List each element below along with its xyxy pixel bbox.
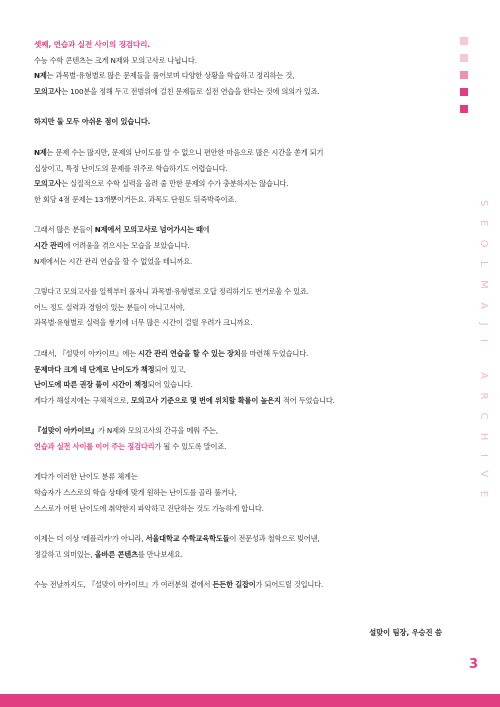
p8-line-3: 스스로가 어떤 난이도에 취약한지 파악하고 진단하는 것도 가능하게 합니다. — [34, 503, 264, 513]
p6-line-3: 난이도에 따른 권장 풀이 시간이 책정되어 있습니다. — [34, 380, 193, 390]
body-text — [34, 37, 434, 593]
p5-line-3: 과목별·유형별로 실력을 쌓기에 너무 많은 시간이 걸릴 우려가 크니까요. — [34, 318, 253, 328]
p6-line-1: 그래서, 『설맞이 아카이브』에는 시간 관리 연습을 할 수 있는 장치를 마련해 두었습니다. — [34, 348, 309, 358]
decor-square-3 — [460, 71, 468, 79]
bold-phrase: 서울대학교 수학교육학도들 — [145, 534, 230, 544]
page-number: 3 — [468, 657, 478, 672]
bold-title: 『설맞이 아카이브』 — [34, 426, 98, 436]
highlight-phrase: 연습과 실전 사이를 이어 주는 징검다리 — [34, 441, 155, 451]
p4-line-1: 그래서 많은 분들이 N제에서 모의고사로 넘어가시는 때에 — [34, 225, 210, 235]
decor-square-5 — [460, 105, 468, 113]
p7-line-2: 연습과 실전 사이를 이어 주는 징검다리가 될 수 있도록 말이죠. — [34, 441, 227, 451]
bold-term: 모의고사 — [34, 86, 62, 96]
bold-phrase: 올바른 콘텐츠 — [94, 549, 138, 559]
p6-line-2: 문제마다 크게 네 단계로 난이도가 책정되어 있고, — [34, 364, 186, 374]
bold-phrase: 문제마다 크게 네 단계로 난이도가 책정 — [34, 364, 155, 374]
footer-bar — [0, 694, 500, 707]
p3-line-3: 모의고사는 실질적으로 수학 실력을 올려 줄 만한 문제의 수가 충분하지는 않습니다. — [34, 179, 289, 189]
p8-line-1: 게다가 이러한 난이도 분류 체계는 — [34, 472, 138, 482]
bold-phrase: 모의고사 기준으로 몇 번에 위치할 확률이 높은지 — [130, 395, 281, 405]
p1-line-1: 수능 수학 콘텐츠는 크게 N제와 모의고사로 나뉩니다. — [34, 55, 197, 65]
p3-line-4: 한 회당 4점 문제는 13개뿐이거든요. 과목도 단원도 뒤죽박죽이죠. — [34, 194, 237, 204]
p6-line-4: 게다가 해설지에는 구체적으로, 모의고사 기준으로 몇 번에 위치할 확률이 높은지 적어 두었습니다. — [34, 395, 335, 405]
bold-term: N제 — [34, 147, 47, 157]
p10-line-1: 수능 전날까지도, 『설맞이 아카이브』가 여러분의 곁에서 든든한 길잡이가 되어드릴 것입니다. — [34, 580, 324, 590]
signature: 설맞이 팀장, 우승진 씀 — [369, 628, 442, 637]
bold-phrase: 든든한 길잡이 — [212, 580, 256, 590]
bold-phrase: N제에서 모의고사로 넘어가시는 때 — [94, 225, 203, 235]
p1-line-2: N제는 과목별·유형별로 많은 문제들을 풀어보며 다양한 상황을 학습하고 정리하는 것, — [34, 71, 295, 81]
decor-square-4 — [460, 88, 468, 96]
decor-square-2 — [460, 54, 468, 62]
p3-line-1: N제는 문제 수는 많지만, 문제의 난이도를 알 수 없으니 편안한 마음으로 많은 시간을 쏟게 되기 — [34, 147, 324, 157]
p1-line-3: 모의고사는 100분을 정해 두고 전범위에 걸친 문제들로 실전 연습을 한다는 것에 의의가 있죠. — [34, 86, 320, 96]
section-heading: 셋째, 연습과 실전 사이의 징검다리. — [34, 40, 151, 49]
bold-phrase: 난이도에 따른 권장 풀이 시간이 책정 — [34, 380, 148, 390]
bold-phrase: 시간 관리 — [34, 240, 64, 250]
p4-line-2: 시간 관리에 어려움을 겪으시는 모습을 보았습니다. — [34, 240, 190, 250]
p3-line-2: 십상이고, 특정 난이도의 문제를 위주로 학습하기도 어렵습니다. — [34, 163, 228, 173]
decor-square-1 — [460, 37, 468, 45]
p4-line-3: N제에서는 시간 관리 연습을 할 수 없었을 테니까요. — [34, 256, 193, 266]
bold-term: N제 — [34, 71, 47, 81]
bold-term: 모의고사 — [34, 179, 62, 189]
sidebar-vertical-text: SEOLMAJI ARCHIVE — [478, 200, 489, 511]
p9-line-1: 이제는 더 이상 '레플리카'가 아니라, 서울대학교 수학교육학도들이 전문성과 철학으로 빚어낸, — [34, 534, 320, 544]
bold-phrase: 시간 관리 연습을 할 수 있는 장치 — [138, 348, 241, 358]
p7-line-1: 『설맞이 아카이브』가 N제와 모의고사의 간극을 메워 주는, — [34, 426, 218, 436]
p2-line: 하지만 둘 모두 아쉬운 점이 있습니다. — [34, 117, 151, 127]
p5-line-1: 그렇다고 모의고사를 일찍부터 풀자니 과목별·유형별로 오답 정리하기도 번거로울 수 있죠. — [34, 287, 309, 297]
p5-line-2: 어느 정도 실력과 경험이 있는 분들이 아니고서야, — [34, 302, 185, 312]
p9-line-2: 정갈하고 의미있는, 올바른 콘텐츠를 만나보세요. — [34, 549, 183, 559]
p8-line-2: 학습자가 스스로의 학습 상태에 맞게 원하는 난이도를 골라 풀거나, — [34, 488, 237, 498]
